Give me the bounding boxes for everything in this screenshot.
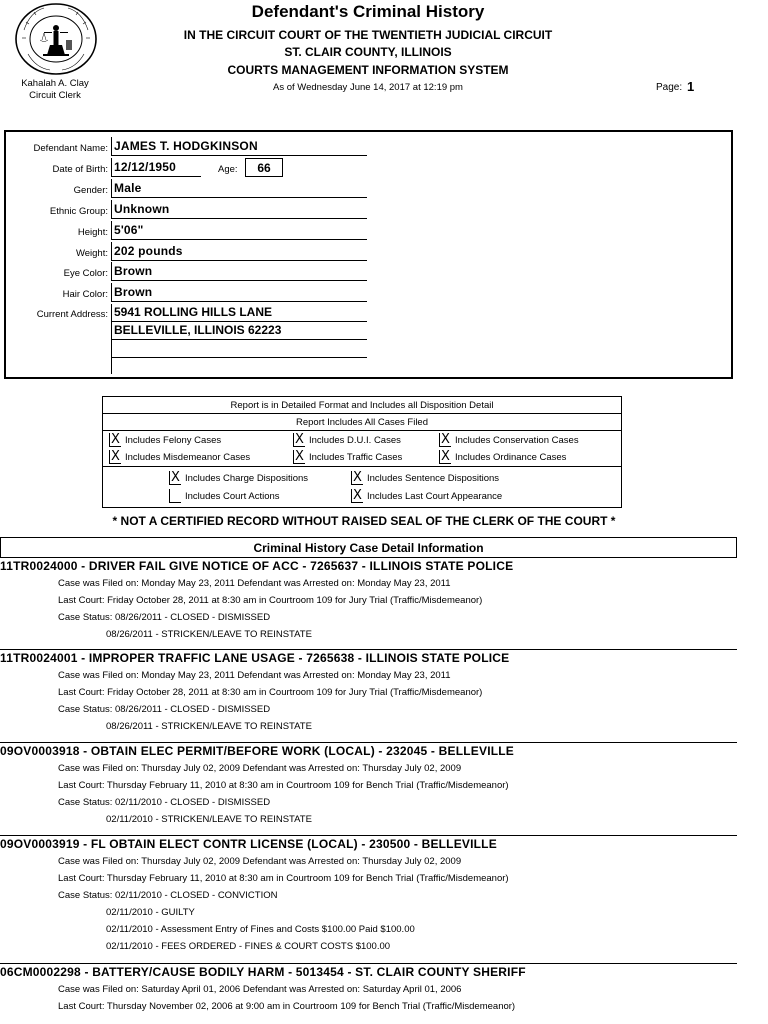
address-line-3: [112, 340, 367, 358]
height-value: 5'06": [111, 221, 367, 240]
option-label: Includes Traffic Cases: [309, 452, 403, 463]
case-disposition: 02/11/2010 - STRICKEN/LEAVE TO REINSTATE: [106, 814, 312, 825]
address-line-2: BELLEVILLE, ILLINOIS 62223: [112, 322, 367, 340]
option-label: Includes Felony Cases: [125, 435, 222, 446]
field-label: Gender:: [73, 185, 108, 196]
defendant-name-value: JAMES T. HODGKINSON: [111, 137, 367, 156]
case-disposition: 02/11/2010 - GUILTY: [106, 907, 195, 918]
case-last-court: Last Court: Friday October 28, 2011 at 8:30 am in Courtroom 109 for Jury Trial (Traffic/Misdemeanor): [58, 595, 483, 606]
field-label: Weight:: [75, 248, 108, 259]
case-type-options: [103, 431, 621, 467]
defendant-info-panel: [4, 130, 733, 379]
address-line-4: [112, 358, 367, 374]
option-sentence-dispositions: [351, 471, 499, 487]
case-last-court: Last Court: Thursday February 11, 2010 at 8:30 am in Courtroom 109 for Bench Trial (Traffic/Misdemeanor): [58, 873, 509, 884]
case-entry: [0, 558, 737, 643]
field-label: Hair Color:: [62, 289, 108, 300]
eye-color-value: Brown: [111, 262, 367, 281]
option-label: Includes D.U.I. Cases: [309, 435, 401, 446]
case-title: 11TR0024000 - DRIVER FAIL GIVE NOTICE OF ACC - 7265637 - ILLINOIS STATE POLICE: [0, 559, 514, 573]
page-number: 1: [687, 79, 695, 94]
case-title: 09OV0003919 - FL OBTAIN ELECT CONTR LICENSE (LOCAL) - 230500 - BELLEVILLE: [0, 837, 497, 851]
option-ordinance-cases: [439, 450, 566, 466]
check-mark: X: [351, 489, 363, 503]
case-disposition: 02/11/2010 - FEES ORDERED - FINES & COURT COSTS $100.00: [106, 941, 391, 952]
certification-notice: * NOT A CERTIFIED RECORD WITHOUT RAISED SEAL OF THE CLERK OF THE COURT *: [112, 514, 616, 528]
option-charge-dispositions: [169, 471, 308, 487]
dob-value: 12/12/1950: [111, 158, 201, 177]
weight-value: 202 pounds: [111, 242, 367, 261]
option-court-actions: [169, 489, 280, 505]
case-title: 06CM0002298 - BATTERY/CAUSE BODILY HARM - 5013454 - ST. CLAIR COUNTY SHERIFF: [0, 965, 526, 979]
county-name: ST. CLAIR COUNTY, ILLINOIS: [284, 45, 452, 59]
report-format-text: Report is in Detailed Format and Includes all Disposition Detail: [103, 397, 621, 414]
check-mark: X: [439, 450, 451, 464]
option-label: Includes Court Actions: [185, 491, 280, 502]
field-label: Current Address:: [36, 309, 108, 320]
age-label: Age:: [218, 164, 238, 175]
report-timestamp: As of Wednesday June 14, 2017 at 12:19 pm: [273, 82, 463, 93]
case-filed-info: Case was Filed on: Thursday July 02, 2009 Defendant was Arrested on: Thursday July 02, 2009: [58, 856, 462, 867]
check-mark: X: [109, 433, 121, 447]
check-mark: X: [109, 450, 121, 464]
court-name: IN THE CIRCUIT COURT OF THE TWENTIETH JUDICIAL CIRCUIT: [183, 28, 553, 42]
option-label: Includes Misdemeanor Cases: [125, 452, 251, 463]
field-label: Height:: [77, 227, 108, 238]
case-filed-info: Case was Filed on: Saturday April 01, 2006 Defendant was Arrested on: Saturday April 01, 2006: [58, 984, 462, 995]
page-label: Page:: [656, 82, 683, 93]
case-entry: [0, 963, 737, 1015]
option-conservation-cases: [439, 433, 579, 449]
case-status: Case Status: 02/11/2010 - CLOSED - CONVICTION: [58, 890, 278, 901]
check-mark: X: [293, 433, 305, 447]
option-label: Includes Ordinance Cases: [455, 452, 567, 463]
option-label: Includes Last Court Appearance: [367, 491, 503, 502]
page-title: Defendant's Criminal History: [251, 2, 485, 21]
address-block: [111, 304, 367, 374]
case-disposition: 08/26/2011 - STRICKEN/LEAVE TO REINSTATE: [106, 629, 312, 640]
field-label: Date of Birth:: [52, 164, 108, 175]
case-entry: [0, 835, 737, 955]
case-entry: [0, 649, 737, 735]
option-last-court-appearance: [351, 489, 502, 505]
report-options-panel: [102, 396, 622, 508]
report-filter-text: Report Includes All Cases Filed: [103, 414, 621, 431]
case-status: Case Status: 02/11/2010 - CLOSED - DISMISSED: [58, 797, 271, 808]
case-title: 11TR0024001 - IMPROPER TRAFFIC LANE USAGE - 7265638 - ILLINOIS STATE POLICE: [0, 651, 510, 665]
clerk-name: Kahalah A. Clay: [21, 78, 89, 89]
option-label: Includes Conservation Cases: [455, 435, 579, 446]
check-mark: X: [169, 471, 181, 485]
case-disposition: 08/26/2011 - STRICKEN/LEAVE TO REINSTATE: [106, 721, 312, 732]
check-mark: X: [439, 433, 451, 447]
case-filed-info: Case was Filed on: Monday May 23, 2011 Defendant was Arrested on: Monday May 23, 2011: [58, 578, 451, 589]
case-filed-info: Case was Filed on: Thursday July 02, 2009 Defendant was Arrested on: Thursday July 02, 2009: [58, 763, 462, 774]
age-value: 66: [245, 158, 283, 177]
gender-value: Male: [111, 179, 367, 198]
case-title: 09OV0003918 - OBTAIN ELEC PERMIT/BEFORE WORK (LOCAL) - 232045 - BELLEVILLE: [0, 744, 515, 758]
check-mark: X: [293, 450, 305, 464]
option-label: Includes Charge Dispositions: [185, 473, 309, 484]
case-entry: [0, 742, 737, 828]
empty-check-box: [169, 489, 181, 503]
check-mark: X: [351, 471, 363, 485]
option-felony-cases: [109, 433, 221, 449]
case-detail-heading: Criminal History Case Detail Information: [0, 537, 737, 558]
case-status: Case Status: 08/26/2011 - CLOSED - DISMISSED: [58, 612, 271, 623]
case-filed-info: Case was Filed on: Monday May 23, 2011 Defendant was Arrested on: Monday May 23, 2011: [58, 670, 451, 681]
field-label: Eye Color:: [63, 268, 108, 279]
case-last-court: Last Court: Friday October 28, 2011 at 8:30 am in Courtroom 109 for Jury Trial (Traffic/Misdemeanor): [58, 687, 483, 698]
case-last-court: Last Court: Thursday February 11, 2010 at 8:30 am in Courtroom 109 for Bench Trial (Traffic/Misdemeanor): [58, 780, 509, 791]
ethnic-group-value: Unknown: [111, 200, 367, 219]
option-label: Includes Sentence Dispositions: [367, 473, 500, 484]
case-status: Case Status: 08/26/2011 - CLOSED - DISMISSED: [58, 704, 271, 715]
system-name: COURTS MANAGEMENT INFORMATION SYSTEM: [227, 63, 509, 77]
hair-color-value: Brown: [111, 283, 367, 302]
county-seal-logo: [14, 2, 98, 76]
field-label: Defendant Name:: [33, 143, 108, 154]
clerk-title: Circuit Clerk: [29, 90, 81, 101]
option-traffic-cases: [293, 450, 402, 466]
case-disposition: 02/11/2010 - Assessment Entry of Fines and Costs $100.00 Paid $100.00: [106, 924, 415, 935]
option-misdemeanor-cases: [109, 450, 250, 466]
case-last-court: Last Court: Thursday November 02, 2006 at 9:00 am in Courtroom 109 for Bench Trial (Traffic/Misdemeanor): [58, 1001, 516, 1012]
address-line-1: 5941 ROLLING HILLS LANE: [112, 304, 367, 322]
option-dui-cases: [293, 433, 401, 449]
field-label: Ethnic Group:: [49, 206, 108, 217]
